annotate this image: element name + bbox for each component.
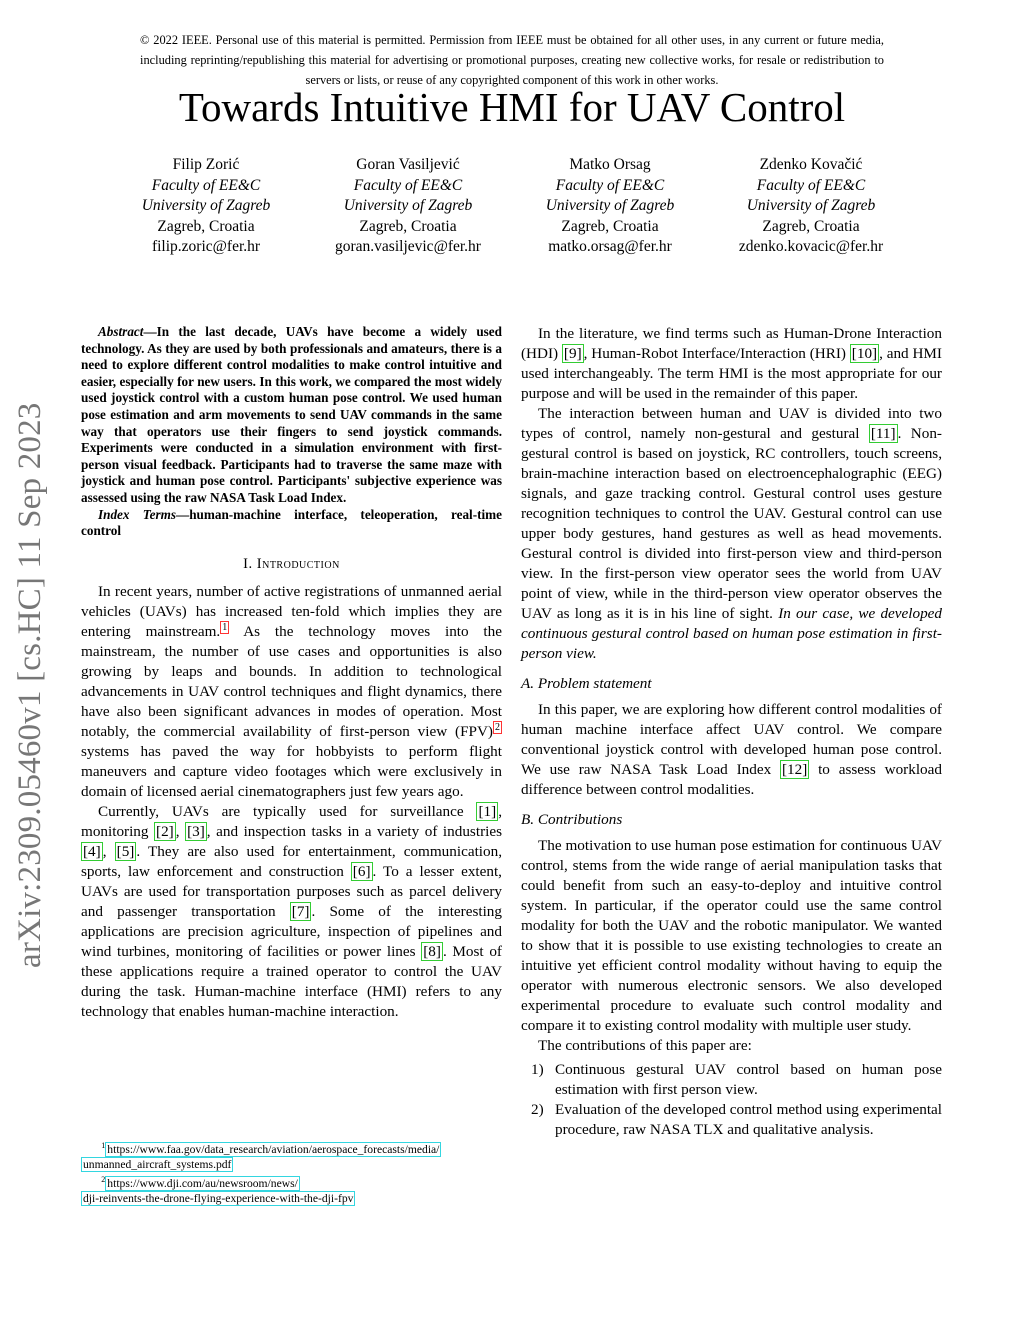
index-terms-text: —human-machine interface, teleoperation, real-time control [81, 506, 502, 539]
author-univ: University of Zagreb [746, 197, 876, 214]
author-univ: University of Zagreb [545, 197, 675, 214]
author-dept: Faculty of EE&C [151, 176, 261, 194]
author-4 [701, 155, 921, 258]
author-loc: Zagreb, Croatia [561, 217, 659, 235]
author-dept: Faculty of EE&C [756, 176, 866, 194]
citation-6[interactable]: [6] [352, 862, 371, 880]
text-run: Currently, UAVs are typically used for surveillance [98, 802, 477, 820]
text-run: In this paper, we are exploring how different control modalities of human machine interface affect UAV control. We compare conventional joystick control with developed human pose control. We use raw NASA Task Load Index [521, 701, 942, 778]
subsection-heading-contributions: B. Contributions [521, 811, 623, 828]
text-run: , and inspection tasks in a variety of industries [206, 822, 502, 840]
author-name: Zdenko Kovačić [759, 156, 863, 173]
intro-paragraph-2 [81, 802, 502, 1022]
author-2 [298, 155, 518, 258]
citation-11[interactable]: [11] [870, 425, 896, 442]
author-email[interactable]: filip.zoric@fer.hr [151, 238, 261, 255]
list-item [521, 1100, 942, 1140]
text-run: systems has paved the way for hobbyists to perform flight maneuvers and capture video footages which were exclusively in domain of licensed aerial cinematographers just few years ago. [81, 742, 502, 800]
index-terms [81, 507, 502, 540]
index-terms-label: Index Terms [98, 506, 177, 522]
author-email[interactable]: matko.orsag@fer.hr [548, 238, 672, 255]
text-run: to assess workload difference between control modalities. [521, 761, 942, 798]
citation-8[interactable]: [8] [423, 942, 441, 960]
abstract-label: Abstract [98, 324, 144, 339]
text-run: , [175, 822, 186, 840]
author-email[interactable]: goran.vasiljevic@fer.hr [335, 238, 481, 255]
author-loc: Zagreb, Croatia [762, 217, 860, 235]
text-run: In recent years, number of active registrations of unmanned aerial vehicles (UAVs) has increased ten-fold which implies they are entering mainstream. [81, 582, 502, 640]
author-email[interactable]: zdenko.kovacic@fer.hr [738, 238, 884, 255]
text-run: . To a lesser extent, UAVs are used for transportation purposes such as parcel delivery and passenger transportation [81, 862, 502, 920]
list-number: 2) [531, 1101, 544, 1118]
list-number: 1) [531, 1061, 544, 1078]
contributions-paragraph: The motivation to use human pose estimation for continuous UAV control, stems from the wide range of aerial manipulation tasks that could benefit from such an easy-to-deploy and intuitive control system. In particular, if the operator could use the same control modality for both the UAV and the robotic manipulator. We wanted to show that it is possible to use existing technologies to create an intuitive yet efficient control modality without having to equip the operator with numerous electronic sensors. We also developed experimental procedure to evaluate such control modality and compare it to existing control modality with multiple user study. [521, 837, 942, 1034]
footnotes [81, 1138, 502, 1206]
footnote-url-1b[interactable]: unmanned_aircraft_systems.pdf [83, 1157, 232, 1171]
author-block [0, 155, 1024, 265]
contributions-list [521, 1060, 942, 1140]
author-dept: Faculty of EE&C [353, 176, 463, 194]
footnote-url-2a[interactable]: https://www.dji.com/au/newsroom/news/ [107, 1176, 298, 1190]
footnote-mark: 2 [101, 1174, 106, 1184]
text-run: As the technology moves into the mainstream, the number of use cases and opportunities is also growing by leaps and bounds. In addition to technological advancements in UAV control techniques and flight dynamics, there have also been significant advances in modes of operation. Most notably, the commercial availability of first-person view (FPV) [81, 622, 502, 740]
citation-2[interactable]: [2] [156, 822, 174, 840]
footnote-2 [81, 1172, 502, 1206]
author-1 [96, 155, 316, 258]
text-run: , [102, 842, 115, 860]
text-run: . They are also used for entertainment, communication, sports, law enforcement and construction [81, 842, 502, 880]
text-run: , and HMI used interchangeably. The term HMI is the most appropriate for our purpose and will be used in the remainder of this paper. [521, 345, 942, 402]
text-run: , monitoring [81, 802, 502, 840]
footnote-link-2[interactable]: 2 [495, 721, 500, 733]
problem-statement-paragraph [521, 700, 942, 800]
footnote-url-1a[interactable]: https://www.faa.gov/data_research/aviation/aerospace_forecasts/media/ [107, 1142, 440, 1156]
section-number: I. [243, 555, 253, 572]
right-paragraph-2 [521, 404, 942, 664]
author-loc: Zagreb, Croatia [157, 217, 255, 235]
text-run: The interaction between human and UAV is divided into two types of control, namely non-gestural and gestural [521, 405, 942, 442]
emphasized-text: In our case, we developed continuous gestural control based on human pose estimation in first-person view. [521, 605, 942, 662]
citation-5[interactable]: [5] [116, 842, 135, 860]
subsection-heading-problem-statement: A. Problem statement [521, 675, 652, 692]
contributions-intro: The contributions of this paper are: [538, 1037, 752, 1054]
right-column [521, 324, 942, 1140]
author-3 [500, 155, 720, 258]
citation-7[interactable]: [7] [291, 902, 310, 920]
section-title: Introduction [256, 555, 340, 572]
citation-9[interactable]: [9] [563, 345, 582, 362]
footnote-url-2b[interactable]: dji-reinvents-the-drone-flying-experience-with-the-dji-fpv [83, 1191, 354, 1205]
citation-12[interactable]: [12] [781, 761, 808, 778]
citation-1[interactable]: [1] [478, 802, 497, 820]
paper-title: Towards Intuitive HMI for UAV Control [178, 84, 846, 130]
intro-paragraph-1 [81, 582, 502, 802]
author-loc: Zagreb, Croatia [359, 217, 457, 235]
author-univ: University of Zagreb [141, 197, 271, 214]
footnote-link-1[interactable]: 1 [222, 621, 228, 633]
text-run: . Some of the interesting applications are precision agriculture, inspection of pipelines and wind turbines, monitoring of facilities or power lines [81, 902, 502, 960]
author-name: Matko Orsag [569, 156, 651, 173]
author-univ: University of Zagreb [343, 197, 473, 214]
text-run: In the literature, we find terms such as Human-Drone Interaction (HDI) [521, 325, 942, 362]
author-name: Filip Zorić [172, 156, 240, 173]
citation-10[interactable]: [10] [851, 345, 878, 362]
right-paragraph-1 [521, 324, 942, 404]
section-heading-introduction [81, 554, 502, 574]
arxiv-identifier: arXiv:2309.05460v1 [cs.HC] 11 Sep 2023 [12, 402, 48, 968]
list-item [521, 1060, 942, 1100]
citation-4[interactable]: [4] [83, 842, 101, 860]
footnote-1 [81, 1138, 502, 1172]
footnote-mark: 1 [101, 1141, 106, 1150]
author-name: Goran Vasiljević [356, 156, 460, 173]
citation-3[interactable]: [3] [187, 822, 205, 840]
copyright-notice: © 2022 IEEE. Personal use of this material is permitted. Permission from IEEE must be obtained for all other uses, in any current or future media, including reprinting/republishing this material for advertising or promotional purposes, creating new collective works, for resale or redistribution to servers or lists, or reuse of any copyrighted component of this work in other works. [140, 33, 884, 87]
abstract [81, 324, 502, 507]
left-column [81, 324, 502, 1022]
author-dept: Faculty of EE&C [555, 176, 665, 194]
abstract-text: —In the last decade, UAVs have become a widely used technology. As they are used by both professionals and amateurs, there is a need to explore different control modalities to make control intuitive and easier, especially for new users. In this work, we compared the most widely used joystick control with a custom human pose control. We used human pose estimation and arm movements to send UAV commands in the same way that operators use their fingers to send joystick commands. Experiments were conducted in a simulation environment with first-person visual feedback. Participants had to traverse the same maze with joystick and human pose control. Participants' subjective experience was assessed using the raw NASA Task Load Index. [81, 324, 502, 505]
list-text: Evaluation of the developed control method using experimental procedure, raw NASA TLX and qualitative analysis. [555, 1101, 942, 1138]
list-text: Continuous gestural UAV control based on human pose estimation with first person view. [555, 1061, 942, 1098]
text-run: . Most of these applications require a trained operator to control the UAV during the task. Human-machine interface (HMI) refers to any technology that enables human-machine interaction. [81, 942, 502, 1020]
text-run: . Non-gestural control is based on joystick, RC controllers, touch screens, brain-machine interaction based on electroencephalographic (EEG) signals, and gaze tracking control. Gestural control uses gesture recognition techniques to control the UAV. Gestural control can use upper body gestures, hand gestures as well as head movements. Gestural control is divided into first-person view and third-person view. In the first-person view operator sees the world from UAV point of view, while in the third-person view operator observes the UAV as long as it is in his line of sight. [521, 425, 942, 622]
text-run: , Human-Robot Interface/Interaction (HRI) [583, 345, 850, 362]
